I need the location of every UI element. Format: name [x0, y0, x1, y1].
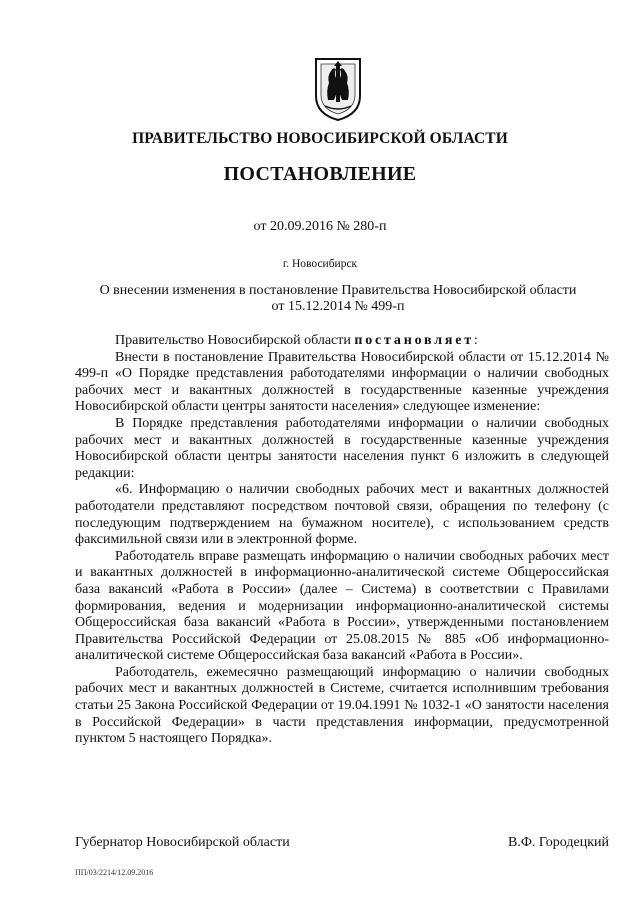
registration-number: ПП/03/2214/12.09.2016	[75, 868, 154, 877]
intro-paragraph	[75, 333, 609, 350]
novosibirsk-coat-of-arms-icon	[312, 56, 364, 122]
intro-keyword: постановляет	[354, 333, 474, 348]
intro-prefix: Правительство Новосибирской области	[115, 333, 355, 348]
paragraph-4: Работодатель вправе размещать информацию о наличии свободных рабочих мест и вакантных должностей в информационно-аналитической системе Общероссийская база вакансий «Работа в России» (далее – Система) в соответствии с Правилами формирования, ведения и модернизации информационно-аналитической системы Общероссийская база вакансий «Работа в России», утвержденными постановлением Правительства Российской Федерации от 25.08.2015 № 885 «Об информационно-аналитической системе Общероссийская база вакансий «Работа в России».	[75, 548, 609, 664]
organization-title: ПРАВИТЕЛЬСТВО НОВОСИБИРСКОЙ ОБЛАСТИ	[132, 130, 508, 147]
document-subject	[78, 283, 598, 315]
signatory-name: В.Ф. Городецкий	[508, 835, 609, 850]
paragraph-3: «6. Информацию о наличии свободных рабочих мест и вакантных должностей работодатели представляют посредством почтовой связи, обращения по телефону (с последующим подтверждением на бумажном носителе), с использованием средств факсимильной связи или в электронной форме.	[75, 482, 609, 548]
paragraph-1: Внести в постановление Правительства Новосибирской области от 15.12.2014 № 499-п «О Порядке представления работодателями информации о наличии свободных рабочих мест и вакантных должностей в государственные казенные учреждения Новосибирской области центры занятости населения» следующее изменение:	[75, 349, 609, 415]
paragraph-5: Работодатель, ежемесячно размещающий информацию о наличии свободных рабочих мест и вакантных должностей в Системе, считается исполнившим требования статьи 25 Закона Российской Федерации от 19.04.1991 № 1032-1 «О занятости населения в Российской Федерации» в части представления информации, предусмотренной пунктом 5 настоящего Порядка».	[75, 664, 609, 747]
paragraph-2: В Порядке представления работодателями информации о наличии свободных рабочих мест и вакантных должностей в государственные казенные учреждения Новосибирской области центры занятости населения пункт 6 изложить в следующей редакции:	[75, 415, 609, 481]
signatory-position: Губернатор Новосибирской области	[75, 835, 290, 850]
document-type-heading: ПОСТАНОВЛЕНИЕ	[223, 163, 417, 185]
subject-line-2: от 15.12.2014 № 499-п	[271, 299, 405, 314]
subject-line-1: О внесении изменения в постановление Правительства Новосибирской области	[99, 283, 577, 298]
document-body	[75, 333, 609, 748]
intro-suffix: :	[473, 333, 478, 348]
signature-block	[75, 835, 609, 851]
document-city: г. Новосибирск	[282, 258, 358, 270]
document-date-number: от 20.09.2016 № 280-п	[253, 219, 387, 234]
